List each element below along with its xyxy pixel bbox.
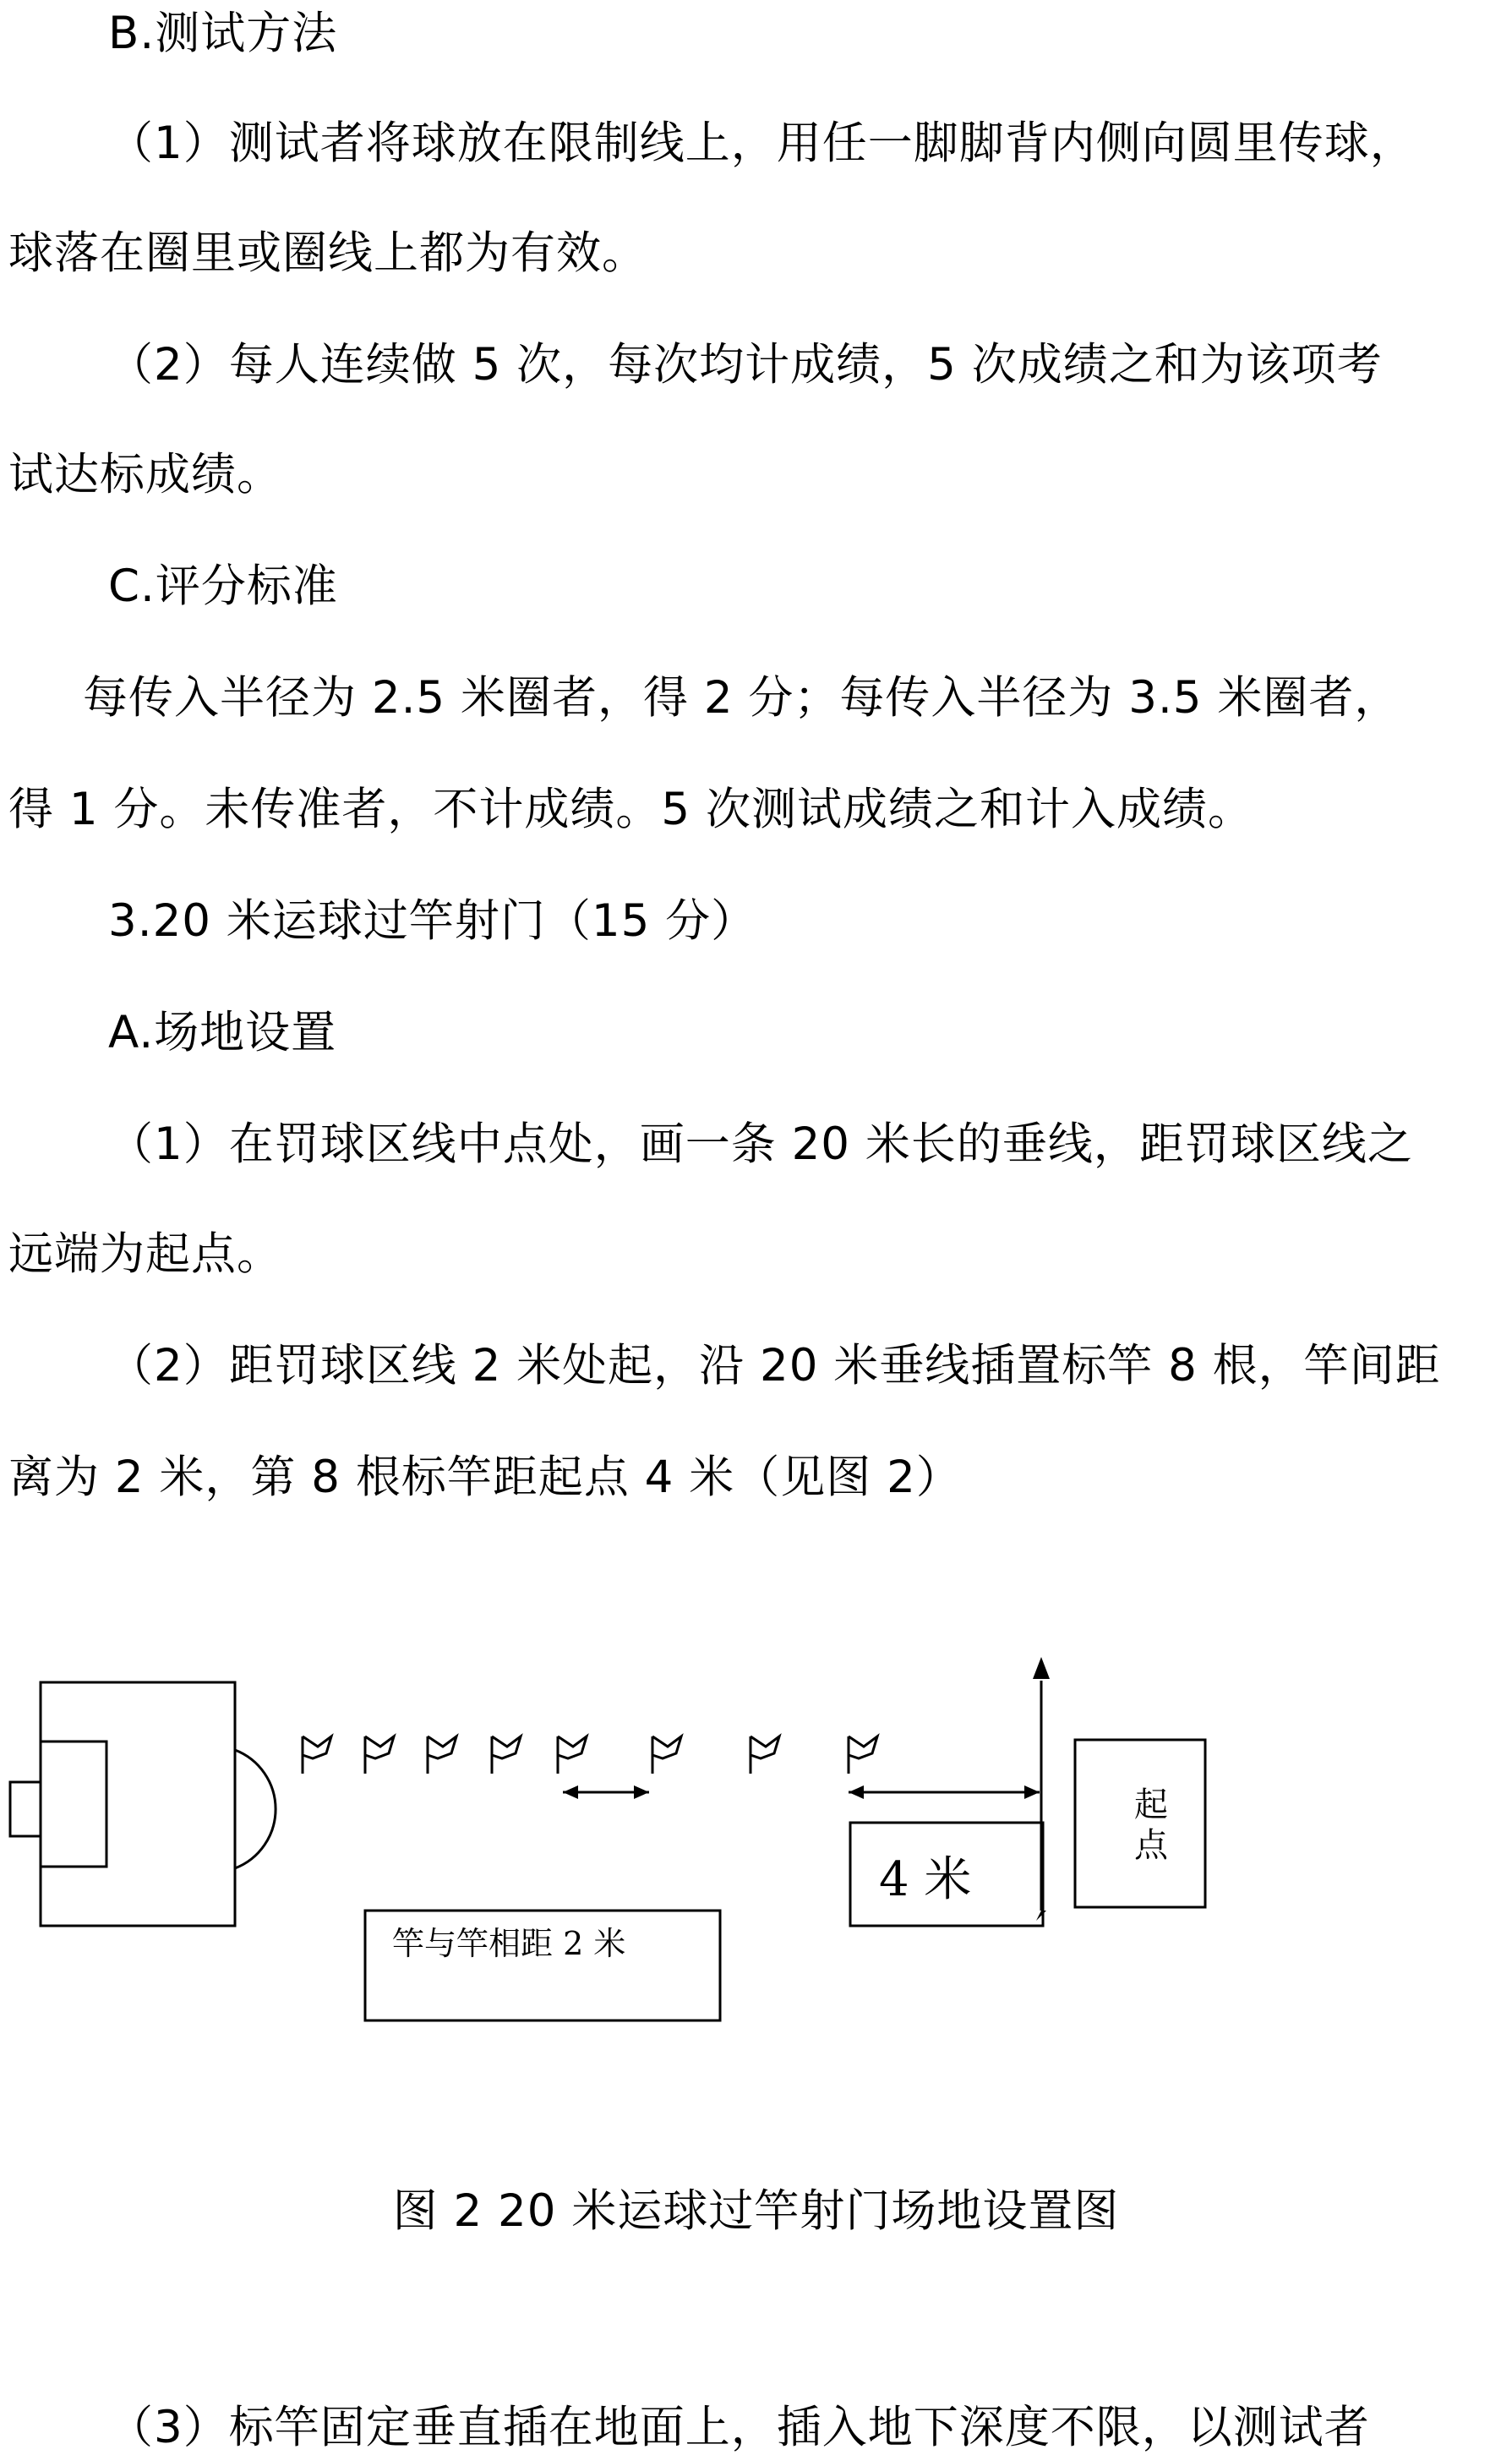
penalty-arc [235,1750,276,1868]
arrow-head-left [849,1785,864,1799]
svg-text:起: 起 [1134,1785,1168,1824]
heading-scoring-standard: C.评分标准 [108,560,338,612]
arrow-head-left [563,1785,578,1799]
flag-icon [365,1736,394,1774]
heading-field-setup: A.场地设置 [108,1007,337,1058]
flag-icon [652,1736,681,1774]
paragraph-line: 得 1 分。未传准者，不计成绩。5 次测试成绩之和计入成绩。 [8,784,1253,835]
goal [10,1782,41,1836]
flag-icon [303,1736,331,1774]
section-heading-dribble: 3.20 米运球过竿射门（15 分） [108,895,757,947]
flag-icon [849,1736,877,1774]
heading-test-method: B.测试方法 [108,8,338,59]
paragraph-line: 远端为起点。 [8,1228,282,1280]
flag-icon [492,1736,521,1774]
paragraph-line: 每传入半径为 2.5 米圈者，得 2 分；每传入半径为 3.5 米圈者， [83,672,1400,724]
flag-icon [751,1736,779,1774]
figure-caption: 图 2 20 米运球过竿射门场地设置图 [392,2185,1120,2237]
spacing-label: 竿与竿相距 2 米 [392,1925,626,1962]
arrow-head-up [1033,1657,1050,1679]
penalty-box [41,1682,235,1926]
start-label [1134,1785,1169,1865]
paragraph-line: （3）标竿固定垂直插在地面上，插入地下深度不限，以测试者 [108,2402,1370,2453]
paragraph-line: 试达标成绩。 [8,449,282,500]
goal-area [41,1741,106,1867]
flag-icon [428,1736,456,1774]
paragraph-line: 球落在圈里或圈线上都为有效。 [8,227,647,279]
paragraph-line: （1）在罚球区线中点处，画一条 20 米长的垂线，距罚球区线之 [108,1118,1413,1170]
svg-text:点: 点 [1134,1826,1168,1865]
distance-label: 4 米 [879,1852,972,1907]
flag-icon [558,1736,587,1774]
arrow-head-right [634,1785,649,1799]
paragraph-line: （2）每人连续做 5 次，每次均计成绩，5 次成绩之和为该项考 [108,339,1383,391]
paragraph-line: 离为 2 米，第 8 根标竿距起点 4 米（见图 2） [8,1452,962,1503]
arrow-head-down [1036,1911,1046,1921]
paragraph-line: （1）测试者将球放在限制线上，用任一脚脚背内侧向圆里传球， [108,118,1416,169]
arrow-head-right [1024,1785,1040,1799]
field-setup-diagram [0,1657,1512,2046]
paragraph-line: （2）距罚球区线 2 米处起，沿 20 米垂线插置标竿 8 根，竿间距 [108,1340,1441,1392]
flag-poles [303,1736,877,1774]
